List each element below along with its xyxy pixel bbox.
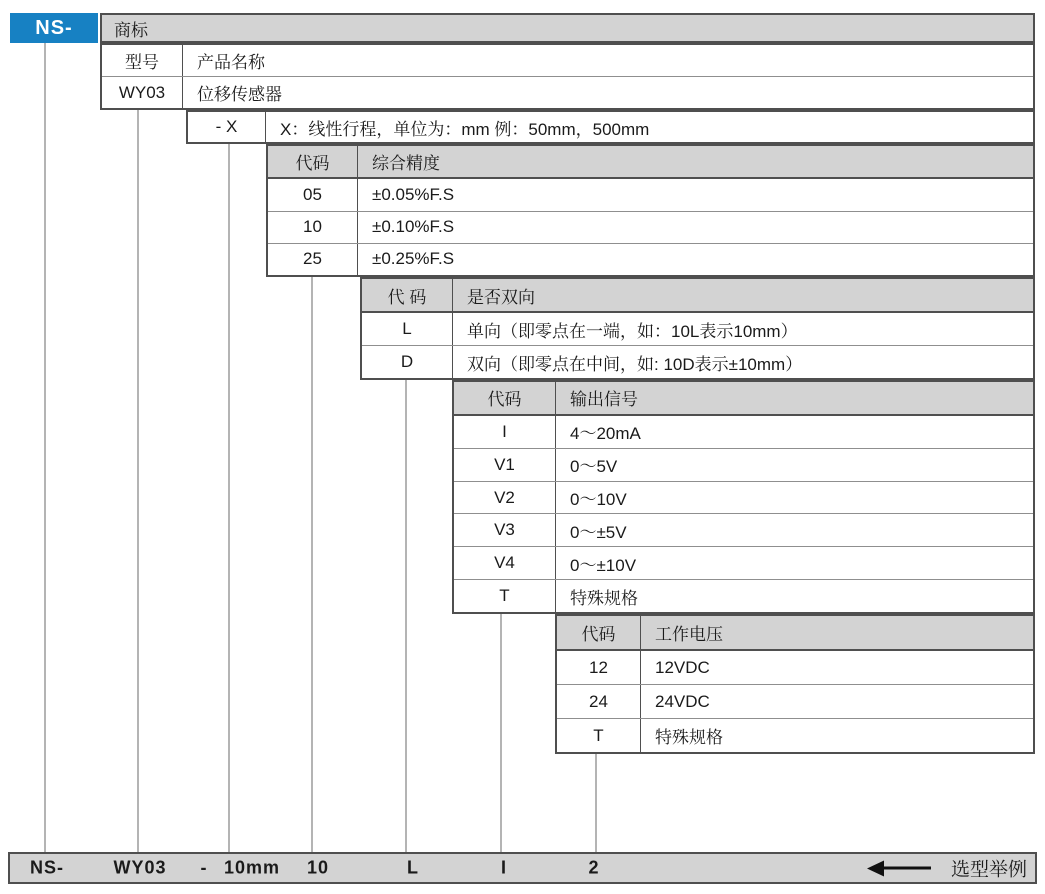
trademark-header bbox=[100, 13, 1035, 43]
model-code-cell: WY03 bbox=[102, 77, 183, 108]
value-cell: 0～±10V bbox=[570, 555, 637, 575]
code-column-header: 代码 bbox=[557, 616, 641, 649]
value-cell: 双向（即零点在中间，如: 10D表示±10mm） bbox=[467, 354, 803, 374]
code-cell: T bbox=[557, 719, 641, 752]
value-cell: 单向（即零点在一端，如：10L表示10mm） bbox=[467, 321, 798, 341]
example-segment-dash: - bbox=[200, 857, 208, 878]
code-cell: 10 bbox=[268, 212, 358, 243]
table-row bbox=[102, 76, 1033, 108]
table-header-row bbox=[557, 616, 1033, 649]
code-cell: V1 bbox=[454, 449, 556, 481]
stroke-code-cell: - X bbox=[188, 112, 266, 142]
code-cell: L bbox=[362, 313, 453, 345]
example-segment-prefix: NS- bbox=[30, 857, 64, 878]
code-cell: V3 bbox=[454, 514, 556, 546]
code-cell: T bbox=[454, 580, 556, 612]
value-cell: ±0.25%F.S bbox=[372, 249, 455, 269]
accuracy-column-header: 综合精度 bbox=[372, 154, 440, 174]
table-row bbox=[188, 112, 1033, 142]
table-row bbox=[268, 243, 1033, 275]
connector-line bbox=[137, 110, 139, 852]
output-signal-table bbox=[452, 380, 1035, 614]
code-cell: 12 bbox=[557, 651, 641, 684]
table-header-row bbox=[454, 382, 1033, 414]
table-row bbox=[362, 345, 1033, 378]
example-code-bar bbox=[8, 852, 1037, 884]
connector-line bbox=[500, 614, 502, 852]
value-cell: 0～5V bbox=[570, 457, 618, 477]
brand-prefix-box: NS- bbox=[10, 13, 98, 43]
connector-line bbox=[228, 144, 230, 852]
table-row bbox=[454, 579, 1033, 612]
table-row bbox=[454, 513, 1033, 546]
example-segment-direction: L bbox=[407, 857, 419, 878]
code-column-header: 代码 bbox=[454, 382, 556, 414]
direction-table bbox=[360, 277, 1035, 380]
code-cell: V2 bbox=[454, 482, 556, 514]
code-cell: I bbox=[454, 416, 556, 448]
code-column-header: 代 码 bbox=[362, 279, 453, 311]
value-cell: 24VDC bbox=[655, 691, 710, 711]
code-cell: D bbox=[362, 346, 453, 378]
code-cell: 24 bbox=[557, 685, 641, 718]
table-row bbox=[268, 211, 1033, 243]
code-cell: 25 bbox=[268, 244, 358, 275]
code-column-header: 代码 bbox=[268, 146, 358, 177]
connector-line bbox=[405, 380, 407, 852]
table-row bbox=[102, 45, 1033, 76]
code-cell: V4 bbox=[454, 547, 556, 579]
value-cell: 4～20mA bbox=[570, 424, 641, 444]
value-cell: 0～±5V bbox=[570, 522, 627, 542]
table-row bbox=[268, 177, 1033, 210]
table-row bbox=[454, 481, 1033, 514]
example-segment-stroke: 10mm bbox=[223, 857, 281, 878]
value-cell: ±0.10%F.S bbox=[372, 217, 455, 237]
example-segment-voltage: 2 bbox=[588, 857, 600, 878]
voltage-table bbox=[555, 614, 1035, 754]
voltage-column-header: 工作电压 bbox=[655, 625, 723, 644]
output-signal-column-header: 输出信号 bbox=[570, 390, 638, 410]
direction-column-header: 是否双向 bbox=[467, 287, 535, 307]
table-row bbox=[557, 649, 1033, 684]
product-name-cell: 位移传感器 bbox=[197, 85, 282, 104]
table-header-row bbox=[268, 146, 1033, 177]
model-table bbox=[100, 43, 1035, 110]
value-cell: 0～10V bbox=[570, 490, 627, 509]
table-row bbox=[454, 414, 1033, 448]
table-row bbox=[454, 546, 1033, 579]
trademark-label: 商标 bbox=[114, 20, 148, 40]
connector-line bbox=[44, 43, 46, 852]
table-row bbox=[557, 718, 1033, 752]
value-cell: 12VDC bbox=[655, 657, 710, 677]
value-cell: 特殊规格 bbox=[570, 588, 638, 608]
connector-line bbox=[311, 277, 313, 852]
example-label: 选型举例 bbox=[950, 859, 1027, 881]
value-cell: 特殊规格 bbox=[655, 728, 723, 747]
model-column-header: 型号 bbox=[102, 45, 183, 76]
connector-line bbox=[595, 754, 597, 852]
stroke-table bbox=[186, 110, 1035, 144]
example-segment-model: WY03 bbox=[113, 857, 167, 878]
table-row bbox=[557, 684, 1033, 718]
left-arrow-icon bbox=[883, 867, 931, 870]
accuracy-table bbox=[266, 144, 1035, 277]
table-header-row bbox=[362, 279, 1033, 311]
table-row bbox=[454, 448, 1033, 481]
example-segment-output: I bbox=[500, 857, 508, 878]
table-row bbox=[362, 311, 1033, 345]
product-name-column-header: 产品名称 bbox=[197, 53, 265, 72]
example-segment-accuracy: 10 bbox=[306, 857, 330, 878]
value-cell: ±0.05%F.S bbox=[372, 184, 455, 204]
stroke-description-cell: X：线性行程，单位为：mm 例：50mm，500mm bbox=[280, 119, 650, 139]
code-cell: 05 bbox=[268, 179, 358, 210]
